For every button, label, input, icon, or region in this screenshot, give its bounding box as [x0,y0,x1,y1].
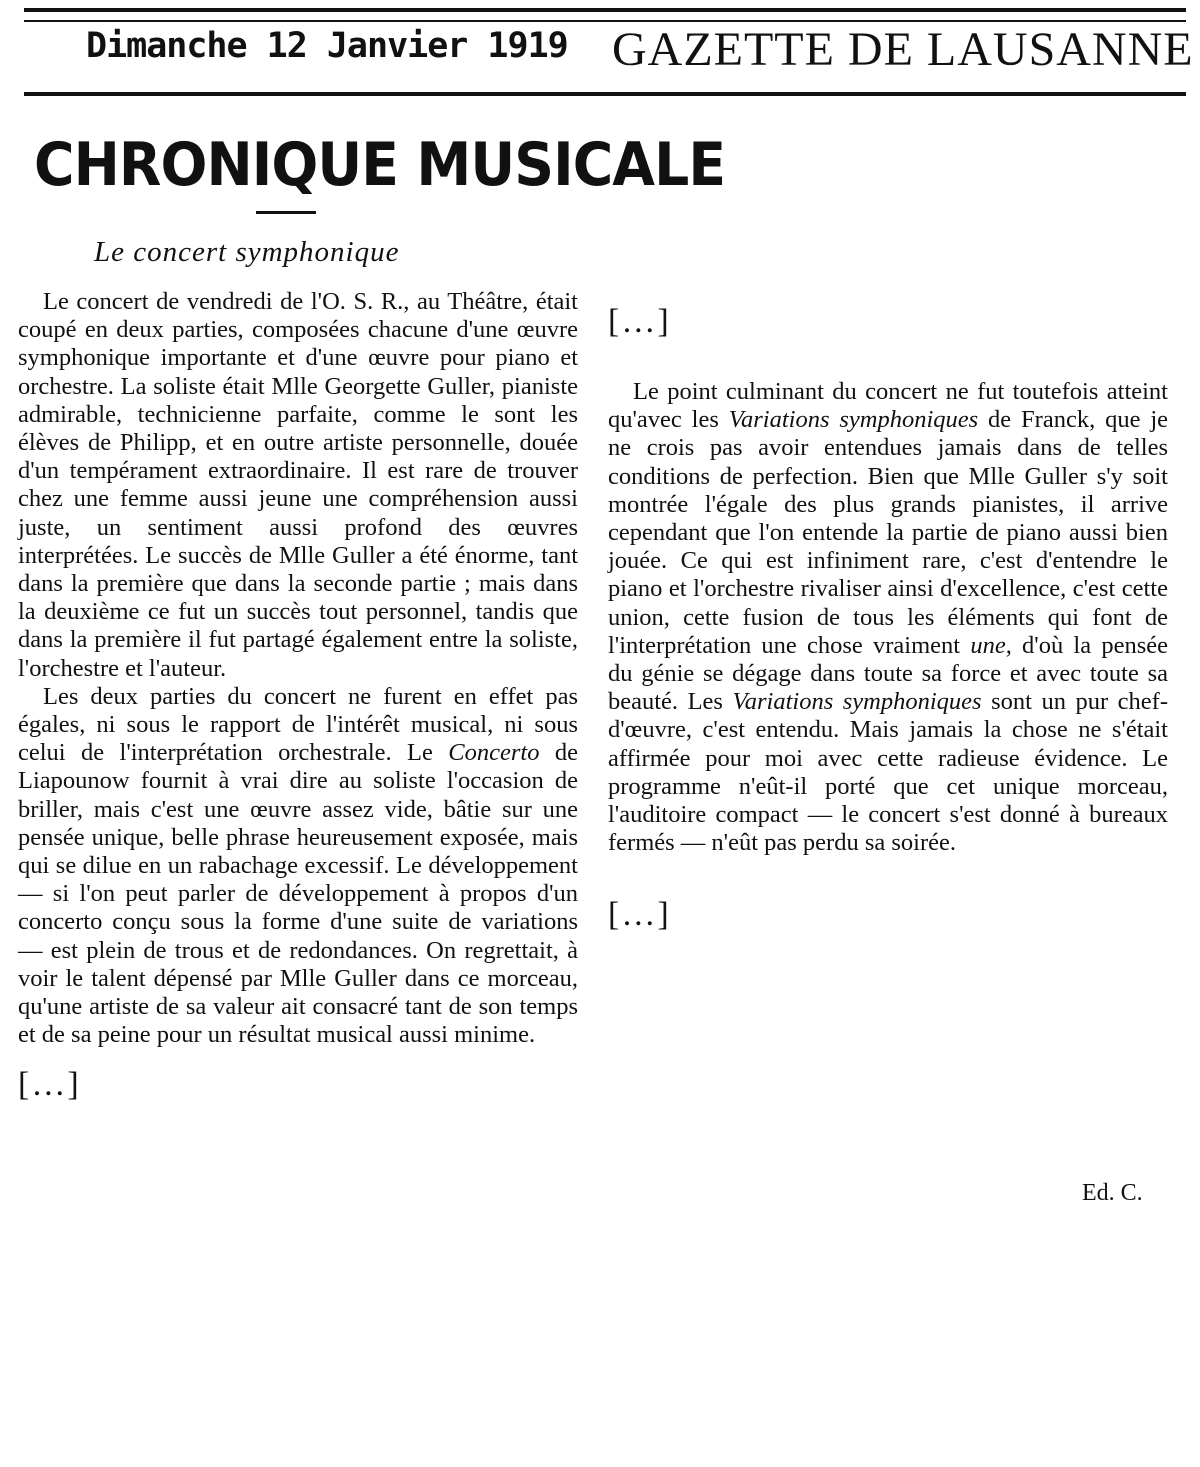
article-subtitle: Le concert symphonique [94,236,400,268]
right-column [608,302,1168,935]
omission-marker-right-top: […] [608,303,671,340]
paragraph-3-text-c: d'où la pensée du génie se dégage dans toute sa force et avec toute sa beauté. Les [608,631,1168,716]
paragraph-1: Le concert de vendredi de l'O. S. R., au Théâtre, était coupé en deux parties, composées chacune d'une œuvre symphonique importante et d'une œuvre pour piano et orchestre. La soliste était Mlle Georgette Guller, pianiste admirable, technicienne parfaite, comme le sont les élèves de Philipp, et en outre artiste personnelle, douée d'un tempérament extraordinaire. Il est rare de trouver chez une femme aussi jeune une compréhension aussi juste, un sentiment aussi profond des œuvres interprétées. Le succès de Mlle Guller a été énorme, tant dans la première que dans la seconde partie ; mais dans la deuxième ce fut un succès tout personnel, tandis que dans la première il fut partagé également entre la soliste, l'orchestre et l'auteur. [18,288,578,682]
paragraph-3-italic-variations-2: Variations symphoniques [732,688,982,716]
title-divider [256,211,316,214]
masthead-rule-bottom [24,92,1186,96]
left-column [18,288,578,1105]
paragraph-3 [608,378,1168,857]
paragraph-2-italic-concerto: Concerto [448,739,540,767]
masthead-rule-top [24,8,1186,12]
paragraph-2 [18,683,578,1050]
omission-marker-right-bottom: […] [608,896,671,934]
section-title: CHRONIQUE MUSICALE [34,130,726,200]
paragraph-3-text-b: de Franck, que je ne crois pas avoir entendues jamais dans de telles conditions de perfection. Bien que Mlle Guller s'y soit montrée l'égale des plus grands pianistes, il arrive cependant que l'on entende la partie de piano aussi bien jouée. Ce qui est infiniment rare, c'est d'entendre le piano et l'orchestre rivaliser ainsi d'excellence, c'est cette union, cette fusion de tous les éléments qui font de l'interprétation une chose vraiment [608,406,1168,659]
paragraph-2-text-a: Les deux parties du concert ne furent en effet pas égales, ni sous le rapport de l'intérêt musical, ni sous celui de l'interprétation orchestrale. Le [18,682,578,767]
author-signature: Ed. C. [1082,1180,1143,1206]
paragraph-3-italic-variations: Variations symphoniques [728,406,979,434]
paragraph-3-italic-une: une, [970,631,1012,659]
issue-date: Dimanche 12 Janvier 1919 [86,26,568,66]
paragraph-2-text-b: de Liapounow fournit à vrai dire au soliste l'occasion de briller, mais c'est une œuvre assez vide, bâtie sur une pensée unique, belle phrase heureusement exposée, mais qui se dilue en un rabachage excessif. Le développement — si l'on peut parler de développement à propos d'un concerto conçu sous la forme d'une suite de variations — est plein de trous et de redondances. On regrettait, à voir le talent dépensé par Mlle Guller dans ce morceau, qu'une artiste de sa valeur ait consacré tant de son temps et de sa peine pour un résultat musical aussi minime. [18,739,578,1049]
omission-marker-left: […] [18,1066,81,1104]
paragraph-3-text-a: Le point culminant du concert ne fut toutefois atteint qu'avec les [608,378,1168,434]
paragraph-3-text-d: sont un pur chef-d'œuvre, c'est entendu. Mais jamais la chose ne s'était affirmée pour moi avec cette radieuse évidence. Le programme n'eût-il porté que cet unique morceau, l'auditoire compact — le concert s'est donné à bureaux fermés — n'eût pas perdu sa soirée. [608,688,1168,857]
newspaper-name: GAZETTE DE LAUSANNE [612,23,1194,76]
